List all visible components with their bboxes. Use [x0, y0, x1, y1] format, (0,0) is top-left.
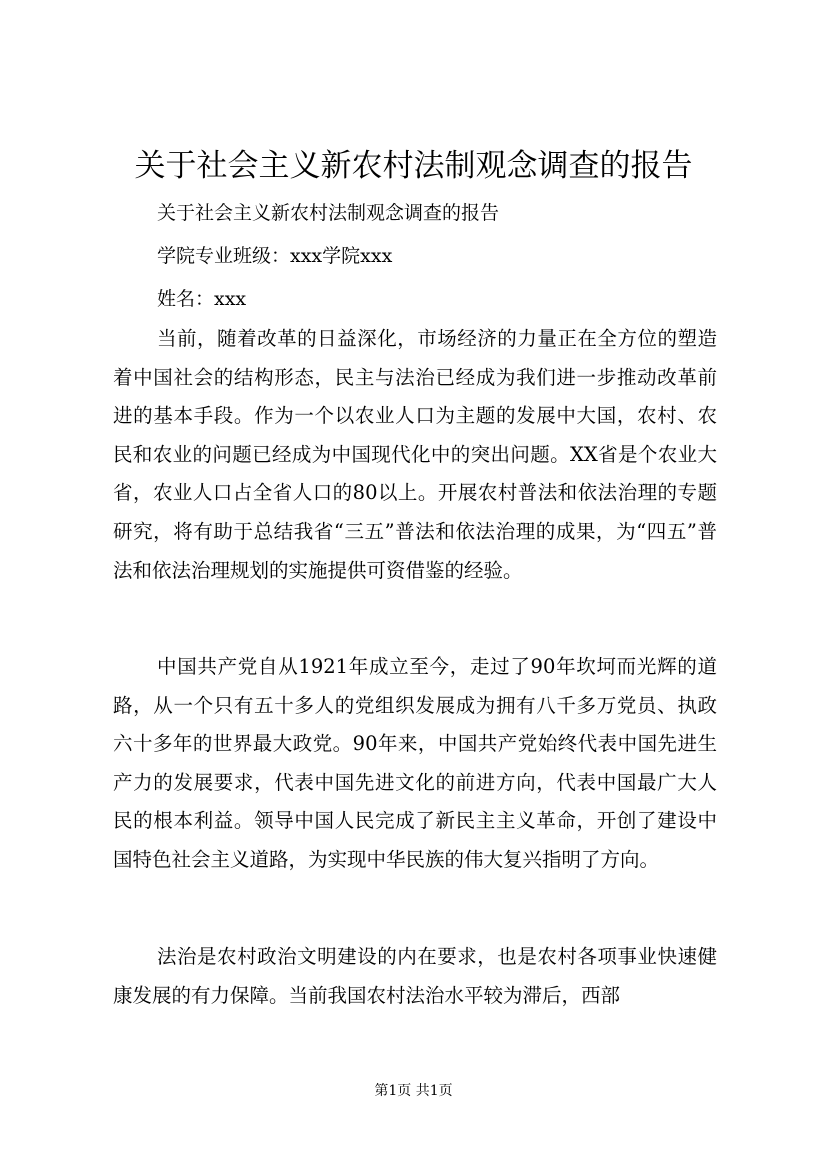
page-footer: 第1页 共1页 — [374, 1083, 453, 1099]
paragraph-3: 法治是农村政治文明建设的内在要求，也是农村各项事业快速健康发展的有力保障。当前我国农村法治水平较为滞后，西部 — [113, 945, 717, 1007]
name-line: 姓名：xxx — [157, 288, 247, 310]
college-line: 学院专业班级：xxx学院xxx — [157, 245, 393, 267]
paragraph-2: 中国共产党自从1921年成立至今，走过了90年坎坷而光辉的道路，从一个只有五十多人的党组织发展成为拥有八千多万党员、执政六十多年的世界最大政党。90年来，中国共产党始终代表中国先进生产力的发展要求，代表中国先进文化的前进方向，代表中国最广大人民的根本利益。领导中国人民完成了新民主主义革命，开创了建设中国特色社会主义道路，为实现中华民族的伟大复兴指明了方向。 — [113, 655, 717, 871]
paragraph-1: 当前，随着改革的日益深化，市场经济的力量正在全方位的塑造着中国社会的结构形态，民主与法治已经成为我们进一步推动改革前进的基本手段。作为一个以农业人口为主题的发展中大国，农村、农民和农业的问题已经成为中国现代化中的突出问题。XX省是个农业大省，农业人口占全省人口的80以上。开展农村普法和依法治理的专题研究，将有助于总结我省“三五”普法和依法治理的成果，为“四五”普法和依法治理规划的实施提供可资借鉴的经验。 — [113, 327, 717, 582]
document-subtitle: 关于社会主义新农村法制观念调查的报告 — [157, 202, 500, 224]
document-title: 关于社会主义新农村法制观念调查的报告 — [134, 148, 693, 184]
